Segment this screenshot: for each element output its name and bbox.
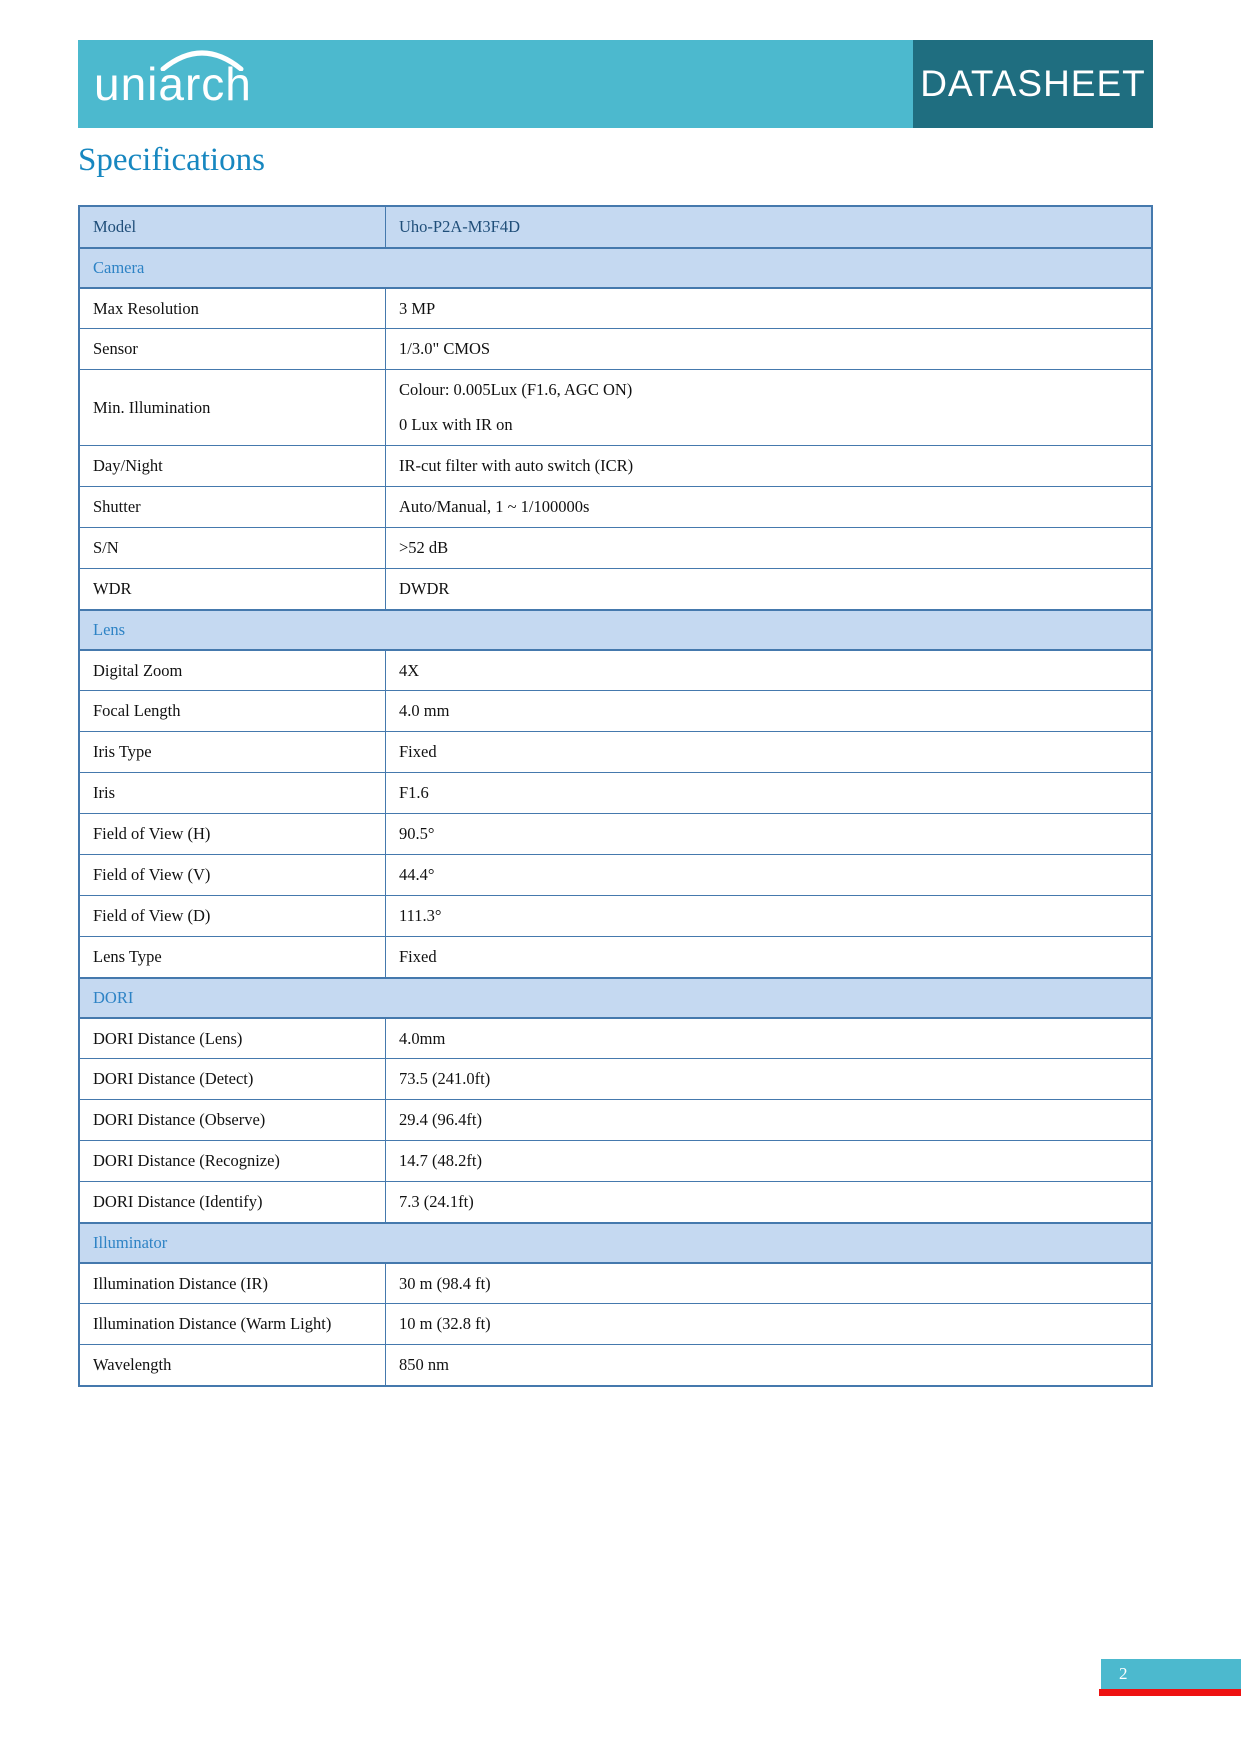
- specifications-table: [78, 205, 1153, 1387]
- table-row: [80, 936, 1151, 977]
- spec-label: Field of View (D): [80, 896, 386, 936]
- spec-label: Focal Length: [80, 691, 386, 731]
- spec-value: 14.7 (48.2ft): [399, 1151, 482, 1170]
- spec-value: 29.4 (96.4ft): [399, 1110, 482, 1129]
- spec-value: DWDR: [399, 579, 450, 598]
- spec-value: Auto/Manual, 1 ~ 1/100000s: [399, 497, 590, 516]
- table-row: [80, 1181, 1151, 1222]
- spec-value: 44.4°: [399, 865, 435, 884]
- spec-label: Iris: [80, 773, 386, 813]
- spec-label: DORI Distance (Observe): [80, 1100, 386, 1140]
- table-row: [80, 1099, 1151, 1140]
- spec-value: F1.6: [399, 783, 429, 802]
- spec-label: DORI Distance (Detect): [80, 1059, 386, 1099]
- section-header-row: [80, 609, 1151, 649]
- spec-value: [386, 370, 1151, 445]
- section-header-row: [80, 1222, 1151, 1262]
- spec-label: Field of View (H): [80, 814, 386, 854]
- spec-label: Max Resolution: [80, 289, 386, 328]
- uniarch-logo: [94, 58, 252, 110]
- spec-label: DORI Distance (Recognize): [80, 1141, 386, 1181]
- spec-value: Uho-P2A-M3F4D: [399, 217, 521, 236]
- table-row: [80, 445, 1151, 486]
- spec-label: Day/Night: [80, 446, 386, 486]
- spec-label: Illumination Distance (IR): [80, 1264, 386, 1303]
- table-row: [80, 369, 1151, 445]
- section-title: DORI: [93, 988, 134, 1007]
- spec-label: Field of View (V): [80, 855, 386, 895]
- spec-value-line: Colour: 0.005Lux (F1.6, AGC ON): [399, 380, 633, 399]
- spec-value: 10 m (32.8 ft): [399, 1314, 491, 1333]
- header-bar: [78, 40, 1153, 128]
- spec-value: IR-cut filter with auto switch (ICR): [399, 456, 634, 475]
- spec-label: Sensor: [80, 329, 386, 369]
- section-title: Camera: [93, 258, 145, 277]
- table-row: [80, 1058, 1151, 1099]
- spec-value-line: 0 Lux with IR on: [399, 415, 513, 434]
- spec-value: 111.3°: [399, 906, 442, 925]
- spec-value: 850 nm: [399, 1355, 449, 1374]
- spec-value: 73.5 (241.0ft): [399, 1069, 491, 1088]
- datasheet-badge: DATASHEET: [913, 40, 1153, 128]
- spec-label: Illumination Distance (Warm Light): [80, 1304, 386, 1344]
- table-row: [80, 895, 1151, 936]
- logo-text: uniarch: [94, 58, 252, 110]
- spec-value: 30 m (98.4 ft): [399, 1273, 491, 1293]
- logo-arch-icon: [160, 45, 244, 71]
- spec-label: Digital Zoom: [80, 651, 386, 690]
- table-row: [80, 486, 1151, 527]
- table-row: [80, 731, 1151, 772]
- spec-label: Shutter: [80, 487, 386, 527]
- table-row: [80, 1344, 1151, 1385]
- page-number-badge: [1101, 1659, 1241, 1689]
- spec-value: 7.3 (24.1ft): [399, 1192, 474, 1211]
- spec-value: 4.0mm: [399, 1028, 446, 1048]
- spec-label: WDR: [80, 569, 386, 609]
- table-row: [80, 207, 1151, 247]
- section-header-row: [80, 977, 1151, 1017]
- page-title: Specifications: [78, 142, 265, 178]
- table-row: [80, 328, 1151, 369]
- spec-value: Fixed: [399, 947, 437, 966]
- spec-label: Lens Type: [80, 937, 386, 977]
- table-row: [80, 690, 1151, 731]
- spec-label: DORI Distance (Identify): [80, 1182, 386, 1222]
- section-header-row: [80, 247, 1151, 287]
- spec-label: S/N: [80, 528, 386, 568]
- table-row: [80, 287, 1151, 328]
- spec-value: 3 MP: [399, 298, 436, 318]
- spec-label: Min. Illumination: [80, 370, 386, 445]
- spec-label: Iris Type: [80, 732, 386, 772]
- footer-red-bar: [1099, 1689, 1241, 1696]
- spec-label: DORI Distance (Lens): [80, 1019, 386, 1058]
- spec-value: 4.0 mm: [399, 701, 450, 720]
- page-number: 2: [1119, 1664, 1128, 1683]
- table-row: [80, 1017, 1151, 1058]
- table-row: [80, 813, 1151, 854]
- table-row: [80, 1303, 1151, 1344]
- spec-value: >52 dB: [399, 538, 449, 557]
- spec-label: Model: [80, 207, 386, 247]
- table-row: [80, 1140, 1151, 1181]
- table-row: [80, 1262, 1151, 1303]
- spec-value: 90.5°: [399, 824, 435, 843]
- table-row: [80, 568, 1151, 609]
- spec-value: Fixed: [399, 742, 437, 761]
- table-row: [80, 649, 1151, 690]
- section-title: Illuminator: [93, 1233, 168, 1252]
- table-row: [80, 527, 1151, 568]
- table-row: [80, 772, 1151, 813]
- spec-value: 1/3.0" CMOS: [399, 339, 491, 358]
- spec-value: 4X: [399, 660, 420, 680]
- spec-label: Wavelength: [80, 1345, 386, 1385]
- section-title: Lens: [93, 620, 126, 639]
- table-row: [80, 854, 1151, 895]
